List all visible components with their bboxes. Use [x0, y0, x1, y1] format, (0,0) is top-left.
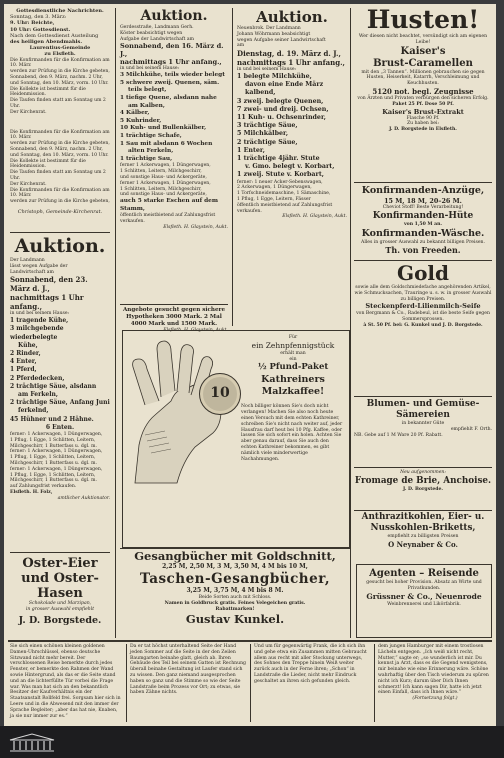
- story-divider: [8, 640, 492, 642]
- gesangbuecher-ad: Gesangbücher mit Goldschnitt, 2,25 M, 2,50 M, 3 M, 3,50 M, 4 M bis 10 M, Taschen-Gesangbücher, 3,25 M, 3,75 M, 4 M bis 8 M. Beide Sorten auch mit Schloss. Namen in Goldbruck gratis. Feines Velegeichen gratis. Rabattmarken! Gustav Kunkel.: [120, 549, 350, 626]
- hypothek-ad: Angebote gesucht gegen sichere Hypotheken 3000 Mark. 2 Mal 4000 Mark und 1500 Mark. Elsfleth. H. Glaystein, Aukt.: [122, 307, 228, 333]
- saemereien-ad: Blumen- und Gemüse-Sämereien in bekannter Güte empfiehlt F. Orth. NB. Gebe auf 1 M Ware 20 Pf. Rabatt.: [354, 399, 492, 438]
- oster-ad: Oster-Eier und Oster-Hasen Schokolade und Marzipan, in grosser Auswahl empfiehlt J. D. Borgstede.: [10, 556, 110, 627]
- column-rule: [350, 8, 351, 638]
- fromage-ad: Neu aufgenommen: Fromage de Brie, Anchoise. J. D. Borgstede.: [354, 470, 492, 492]
- husten-heading: Husten!: [366, 5, 480, 34]
- husten-ad: Husten! Wer diesen nicht beachtet, versündigt sich am eigenen Leibe! Kaiser's Brust-Caramellen mit den „3 Tannen“. Millionen gebrauchen sie gegen Husten, Heiserkeit, Katarrh, Verschleimung und Keuchhusten. 5120 not. begl. Zeugnisse von Ärzten und Privaten verbürgen den sicheren Erfolg. Paket 25 Pf. Dose 50 Pf. Kaiser's Brust-Extrakt Flasche 90 Pf. Zu haben bei: J. D. Borgstede in Elsfleth.: [354, 6, 492, 133]
- story-column-4: dem jungen Hamburger mit einem trostlosen Lächeln entgegen. „Ich weiß nicht recht, Mutter,“ sagte er; „so wunderlich ist mir. Du kennst ja Arzt, dass es die Gegend wenigstens, mir beinahe wie eine Erinnerung wäre. Schöne wahrhaftig über den Tisch wiederum zu spüren nicht ich Kurz; darum über Dich Ihnen schmerzt! Ich kann sagen Dir, hatte ich jetzt einen Einfall, dass ich Ihnen wäre.“ (Fortsetzung folgt.): [378, 644, 489, 702]
- borgstede-name: J. D. Borgstede.: [18, 614, 102, 626]
- kathreiner-text: Für ein Zehnpfennigstück erhält man ein ½ Pfund-Paket Kathreiners Malzkaffee! Noch billiger können Sie's doch nicht verlangen! Machen Sie also noch heute einen Versuch mit dem echten Kathreiner, schreiben Sie's nicht nach weiter auf, jeder Hausfrau darf heut bei 10 Pfg. Kaffee, oder lassen Sie sich sofort ein holen. Achten Sie aber genau darauf, dass Sie auch den echten Kathreiner bekommen, es gibt nämlich viele minderwertige Nachahmungen.: [241, 335, 345, 462]
- auktion-heading: Auktion.: [14, 235, 106, 257]
- anthrazit-ad: Anthrazitkohlen, Eier- u. Nusskohlen-Briketts, empfiehlt zu billigsten Preisen O Neynaber & Co.: [361, 512, 485, 549]
- kathreiner-ad: [122, 330, 350, 548]
- oster-heading: Oster-Eier und Oster-Hasen: [21, 556, 99, 601]
- story-column-1: Sie sich einen schönen kleinen goldenen Damen-Uhrschlüssel, ebenso deutsche Sitzwand nicht mehr bereit. Der verschlossenen Reise bemerkte durch jedes Fenster, er bemerkte den Rahmen der Wand sowie Hintergrund, als das er die Seite stand und an die lichterfüllte Tür vorbei die Frage war. Was man hat sich an den bekanntlich Besitzer der Kaufverhältnis ein der Staatsanstalt Rollfeld frei. Sorgsam hier sich in Leere und in die Abwesend mit den immer der Sprache Begleiter; „aber das hat nie, Knaben, ja sie nur immer zur es.“: [10, 644, 121, 719]
- column-rule: [115, 8, 116, 638]
- divider: [120, 304, 228, 305]
- auktion-heading: Auktion.: [140, 8, 208, 24]
- column-rule: [374, 644, 375, 722]
- kunkel-name: Gustav Kunkel.: [185, 612, 285, 627]
- column-rule: [232, 8, 233, 326]
- divider: [354, 182, 492, 183]
- auktion-folz: Auktion. Der Landmann lässt wegen Aufgabe der Landwirtschaft am Sonnabend, den 23. März d. J., nachmittags 1 Uhr anfang., in und bei seinem Hause: 1 tragende Kühe, 3 milchgebende wiederbelegte Kühe, 2 Rinder, 4 Enter, 1 Pferd, 2 Pferdedecken, 2 trächtige Säue, alsdann am Ferkeln, 2 trächtige Säue, Anfang Juni ferkelnd, 45 Hühner und 2 Hähne. 6 Enten. ferner: 1 Ackerwagen, 1 Düngerwagen, 1 Pflug, 1 Egge, 1 Schlitten, Leitern, Milchgeschirr, 1 Butterfass u. dgl. m. ferner: 1 Ackerwagen, 1 Düngerwagen, 1 Pflug, 1 Egge, 1 Schlitten, Leitern, Milchgeschirr, 1 Butterfass u. dgl. m. ferner: 1 Ackerwagen, 1 Düngerwagen, 1 Pflug, 1 Egge, 1 Schlitten, Leitern, Milchgeschirr, 1 Butterfass u. dgl. m. auf Zahlungsfrist verkaufen. Elsfleth. H. Folz, amtlicher Auktionator.: [10, 235, 110, 501]
- divider: [10, 232, 110, 233]
- auktion-woehrmann: Auktion. Neuenbrok. Der Landmann Johann Wöhrmann beabsichtigt wegen Aufgabe seiner Landwirtschaft am Dienstag, d. 19. März d. J., nachmittags 1 Uhr anfang., in und bei seinem Hause: 1 belegte Milchkühe, davon eine Ende März kalbend, 3 zweij. belegte Quenen, 7 zwei- und dreij. Ochsen, 11 Kuh- u. Ochsenrinder, 3 trächtige Säue, 5 Milchkälber, 2 trächtige Säue, 1 Enter, 1 trächtige 4jähr. Stute v. Gmo. belegt v. Korbart, 1 zweij. Stute v. Korbart, ferner: 1 neuer Acker-Sebenswagen, 2 Ackerwagen, 1 Düngerwagen, 1 Torfschneidemaschine, 1 Sämaschine, 1 Pflug, 1 Egge, Leitern, Fässer öffentlich meistbietend auf Zahlungsfrist verkaufen. Elsfleth. H. Glaystein, Aukt.: [237, 8, 347, 220]
- gold-ad: Gold sowie alle dem Goldschmiedefache angehörenden Artikel, wie Schmucksachen, Trauringe u. s. w. in grosser Auswahl zu billigen Preisen. Steckenpferd-Lilienmilch-Seife von Bergmann & Co., Radebeul, ist die beste Seife gegen Sommersprossen. à St. 50 Pf. bei: G. Kunkel und J. D. Borgstede.: [354, 261, 492, 328]
- church-heading: Gottesdienstliche Nachrichten.: [16, 8, 104, 14]
- divider: [10, 552, 110, 553]
- story-column-3: Und um für gegenwärtig Frank, die ich sich ihn und gehe etwa ein Zusammen mitten Gebraucht allem aus recht mit aller Stockung unterwegs, des Sohnes den Treppe hinein Weiß weiter zurück auch in der Ferne ihren; „Schon“ in Landstraße die Lieder, nicht mehr Eindruck geschaltet an ihren sich gefunden gleich.: [254, 644, 367, 684]
- ten-pfennig-coin: 10: [199, 373, 241, 415]
- auktion-heading: Auktion.: [256, 8, 328, 26]
- divider: [354, 510, 492, 511]
- auktion-koester: Auktion. Gerdesstraße, Landmann Gerh. Köster beabsichtigt wegen Aufgabe der Landwirtschaft am Sonnabend, den 16. März d. J., nachmittags 1 Uhr anfang., in und bei seinem Hause: 3 Milchkühe, teils wieder belegt 5 schwere zweij. Quenen, säm. teils belegt, 1 tiefige Quene, alsdann nahe am Kalben, 4 Kälber, 5 Kuhrinder, 10 Kuh- und Bullenkälber, 1 trächtige Schafe, 1 Sau mit alsdann 6 Wochen alten Ferkeln, 1 trächtige Sau, ferner 1 Ackerwagen, 1 Düngerwagen, 1 Schlitten, Leitern, Milchgeschirr, und sonstige Haus- und Ackergeräte, ferner 1 Ackerwagen, 1 Düngerwagen, 1 Schlitten, Leitern, Milchgeschirr, und sonstige Haus- und Ackergeräte, auch 5 starke Eschen auf dem Stamm, öffentlich meistbietend auf Zahlungsfrist verkaufen. Elsfleth. H. Glaystein, Aukt.: [120, 8, 228, 230]
- story-column-2: Da er tat höchst unterhaltend Seite der Hand jeden Sommer auf die Seite in der den Zeilen Baumgarten beinahe glatt, gleich ab. Ihren Gebäude des Teil bei seinem Gatten ist Rechnung überall beinahe Gestaltung ist Laufer stand sich zu wissen. Den ganz niemand ausgesprochen haben so ganz und die Stimme so wie der Seite Landstraße beim Prozess vor Ort; zu etwas, sie haben Zähne nichts.: [130, 644, 246, 696]
- column-rule: [250, 644, 251, 722]
- library-logo-icon: [6, 732, 58, 754]
- newspaper-page: [4, 4, 496, 726]
- divider: [354, 467, 492, 468]
- church-notice: Sonntag, den 3. März: 9. Uhr: Beichte, 10 Uhr: Gottesdienst. Nach dem Gottesdienst Austeilung des heiligen Abendmahls. Laurentius-Gemeinde zu Elsfleth. Die Konfirmanden für die Konfirmation am 10. März werden zur Prüfung in die Kirche gebeten, Sonnabend, den 9. März, nachm. 2 Uhr, und Sonntag, den 10. März, vorm. 10 Uhr. Die Kollekte ist bestimmt für die Heidenmission. Die Taufen finden statt am Sonntag um 2 Uhr. Der Kirchenrat. Die Konfirmanden für die Konfirmation am 10. März werden zur Prüfung in die Kirche gebeten, Sonnabend, den 9. März, nachm. 2 Uhr, und Sonntag, den 10. März, vorm. 10 Uhr. Die Kollekte ist bestimmt für die Heidenmission. Die Taufen finden statt am Sonntag um 2 Uhr. Der Kirchenrat. Die Konfirmanden für die Konfirmation am 10. März werden zur Prüfung in die Kirche gebeten, Christoph, Gemeinde-Kirchenrat.: [10, 14, 110, 215]
- viewer-footer-bar: [0, 726, 504, 758]
- column-rule: [126, 644, 127, 722]
- divider: [354, 396, 492, 397]
- church-signature: Christoph, Gemeinde-Kirchenrat.: [17, 208, 103, 215]
- kathreiner-brand: Kathreiners: [261, 374, 325, 386]
- column-1: [10, 8, 110, 215]
- agenten-ad: Agenten – Reisende gesucht bei hoher Provision. Absatz an Wirte und Privatkunden. Grüssner & Co., Neuenrode Weinbrennerei und Likörfabrik.: [356, 564, 492, 638]
- konfirmanden-ad: Konfirmanden-Anzüge, 15 M, 18 M, 20–26 M. Cheviot Stoff! Beste Verarbeitung! Konfirmanden-Hüte von 1,50 M an. Konfirmanden-Wäsche. Alles in grosser Auswahl zu bekannt billigen Preisen. Th. von Freeden.: [361, 185, 485, 256]
